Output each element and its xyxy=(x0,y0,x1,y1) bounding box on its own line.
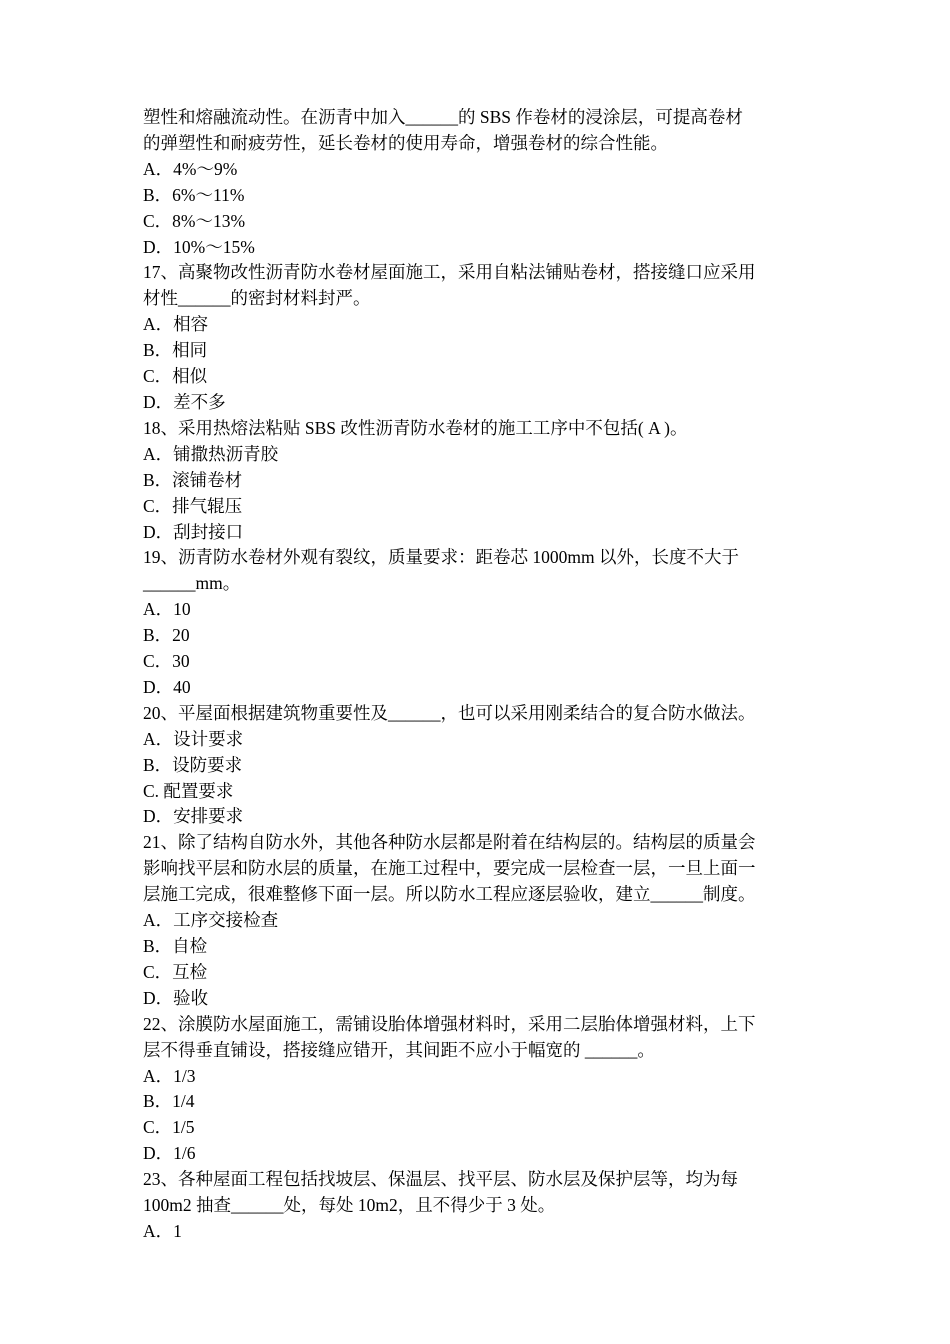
option-line: D．验收 xyxy=(143,987,209,1008)
question-block-18 xyxy=(143,416,815,546)
option-line: A．4%～9% xyxy=(143,158,238,179)
document-content xyxy=(143,105,815,1245)
option-line: C．相似 xyxy=(143,366,208,387)
option-line: D．安排要求 xyxy=(143,806,244,827)
body-line: 19、沥青防水卷材外观有裂纹，质量要求：距卷芯 1000mm 以外，长度不大于 xyxy=(143,547,739,568)
option-line: B．1/4 xyxy=(143,1091,195,1112)
body-line: 23、各种屋面工程包括找坡层、保温层、找平层、防水层及保护层等，均为每 xyxy=(143,1169,738,1190)
body-line: 17、高聚物改性沥青防水卷材屋面施工，采用自粘法铺贴卷材，搭接缝口应采用 xyxy=(143,262,756,283)
option-line: C. 配置要求 xyxy=(143,780,234,801)
question-block-21 xyxy=(143,830,815,1011)
option-line: D．刮封接口 xyxy=(143,521,244,542)
option-line: B．6%～11% xyxy=(143,184,245,205)
question-block-17 xyxy=(143,260,815,415)
body-line: 100m2 抽查______处，每处 10m2，且不得少于 3 处。 xyxy=(143,1195,556,1216)
body-line: 层不得垂直铺设，搭接缝应错开，其间距不应小于幅宽的 ______。 xyxy=(143,1039,655,1060)
question-block-22 xyxy=(143,1012,815,1167)
option-line: D．1/6 xyxy=(143,1143,196,1164)
option-line: A．设计要求 xyxy=(143,728,244,749)
body-line: 塑性和熔融流动性。在沥青中加入______的 SBS 作卷材的浸涂层，可提高卷材 xyxy=(143,107,743,127)
body-line: 18、采用热熔法粘贴 SBS 改性沥青防水卷材的施工工序中不包括( A )。 xyxy=(143,417,688,438)
option-line: C．互检 xyxy=(143,961,208,982)
option-line: B．20 xyxy=(143,625,190,646)
option-line: D．10%～15% xyxy=(143,236,255,257)
question-block-16-continuation xyxy=(143,105,815,260)
option-line: C．1/5 xyxy=(143,1117,195,1138)
option-line: A．1 xyxy=(143,1220,182,1241)
option-line: B．滚铺卷材 xyxy=(143,469,243,490)
option-line: A．铺撒热沥青胶 xyxy=(143,443,279,464)
body-line: 层施工完成，很难整修下面一层。所以防水工程应逐层验收，建立______制度。 xyxy=(143,884,756,905)
body-line: 材性______的密封材料封严。 xyxy=(143,288,371,309)
option-line: D．差不多 xyxy=(143,391,226,412)
question-block-19 xyxy=(143,545,815,700)
question-block-23 xyxy=(143,1167,815,1245)
option-line: A．1/3 xyxy=(143,1065,196,1086)
option-line: B．自检 xyxy=(143,936,208,956)
option-line: C．8%～13% xyxy=(143,210,246,231)
option-line: A．工序交接检查 xyxy=(143,910,279,931)
body-line: 20、平屋面根据建筑物重要性及______，也可以采用刚柔结合的复合防水做法。 xyxy=(143,702,756,723)
option-line: C．30 xyxy=(143,651,190,672)
body-line: 21、除了结构自防水外，其他各种防水层都是附着在结构层的。结构层的质量会 xyxy=(143,832,756,853)
option-line: A．相容 xyxy=(143,314,209,335)
body-line: 的弹塑性和耐疲劳性，延长卷材的使用寿命，增强卷材的综合性能。 xyxy=(143,132,668,153)
option-line: A．10 xyxy=(143,599,191,620)
body-line: 影响找平层和防水层的质量，在施工过程中，要完成一层检查一层，一旦上面一 xyxy=(143,858,756,879)
option-line: B．相同 xyxy=(143,340,208,361)
question-block-20 xyxy=(143,701,815,831)
option-line: C．排气辊压 xyxy=(143,495,243,516)
body-line: 22、涂膜防水屋面施工，需铺设胎体增强材料时，采用二层胎体增强材料，上下 xyxy=(143,1013,756,1034)
option-line: D．40 xyxy=(143,676,191,697)
option-line: B．设防要求 xyxy=(143,754,243,775)
body-line: ______mm。 xyxy=(143,573,241,594)
